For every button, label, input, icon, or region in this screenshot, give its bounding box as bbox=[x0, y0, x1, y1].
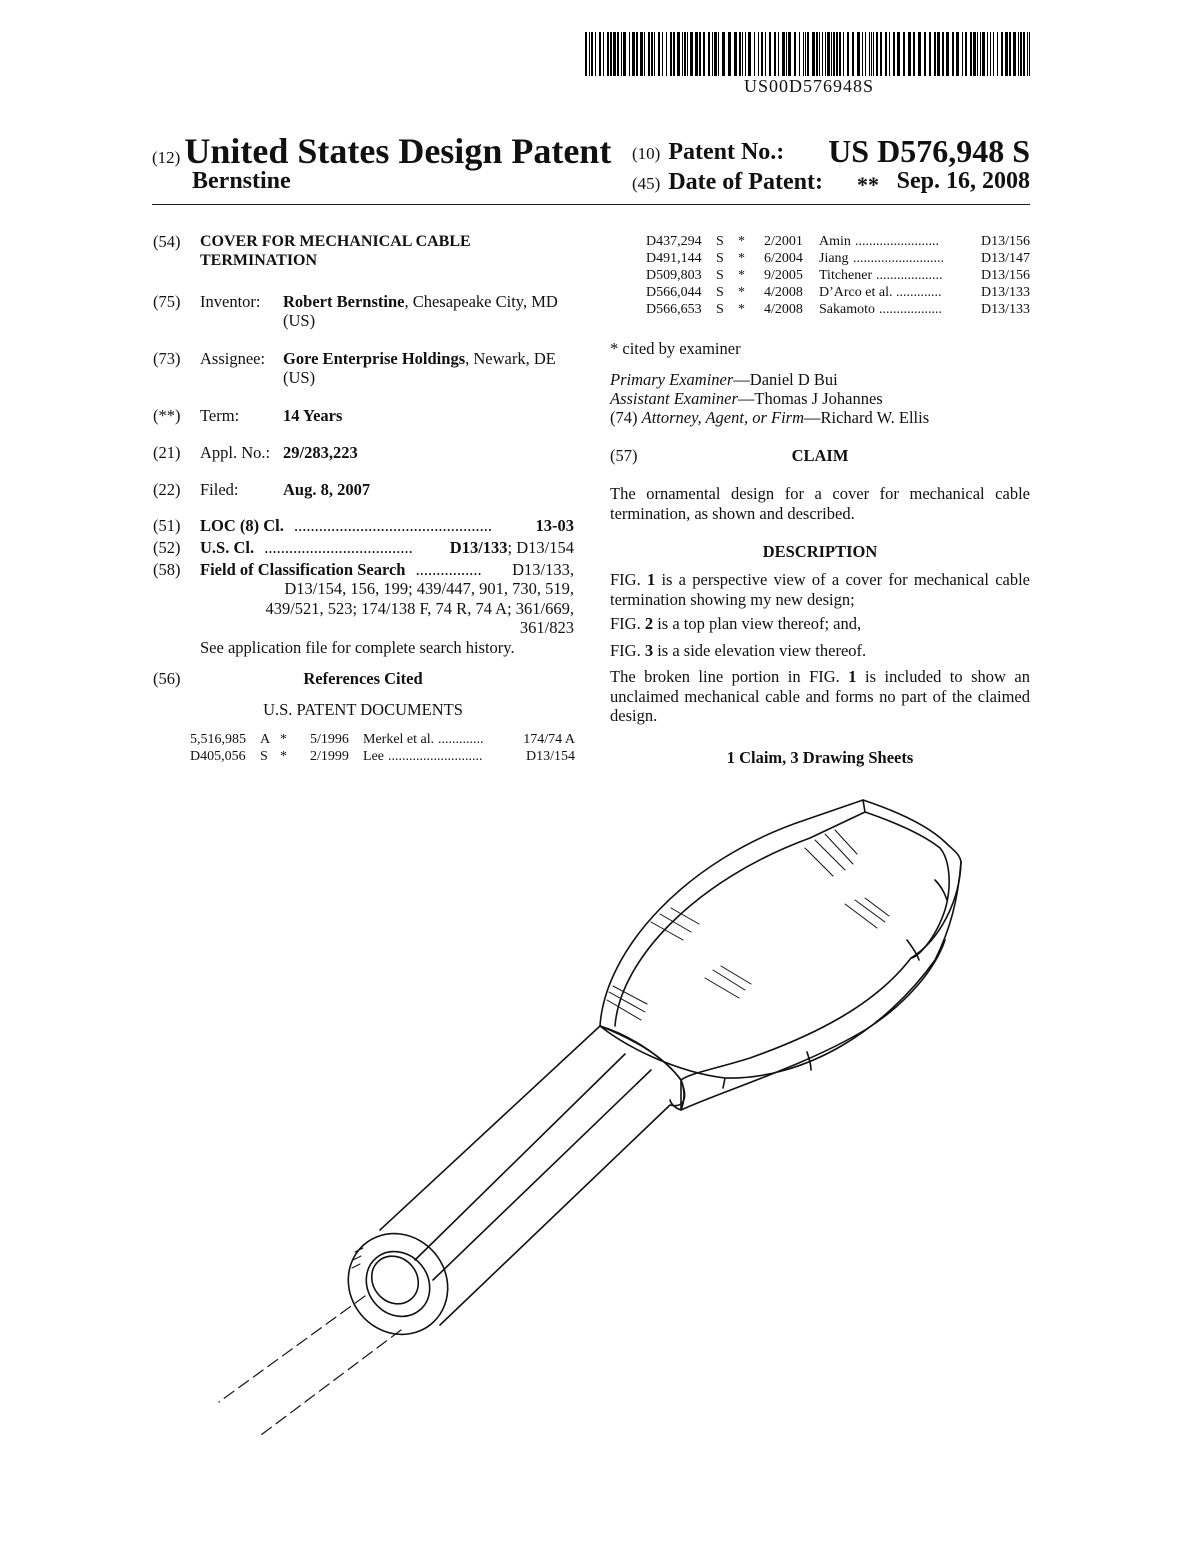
barcode-bar bbox=[885, 32, 887, 76]
barcode-bar bbox=[973, 32, 976, 76]
code-73: (73) bbox=[153, 349, 181, 368]
ref-dots: ............. bbox=[438, 732, 484, 747]
barcode-bar bbox=[591, 32, 593, 76]
barcode-bar bbox=[786, 32, 787, 76]
barcode-bar bbox=[745, 32, 746, 76]
ref-name: Lee bbox=[363, 749, 384, 764]
code-54: (54) bbox=[153, 232, 181, 251]
barcode-bar bbox=[666, 32, 667, 76]
barcode-bar bbox=[880, 32, 882, 76]
barcode-bar bbox=[908, 32, 911, 76]
attorney-name: —Richard W. Ellis bbox=[804, 408, 930, 427]
attorney-line bbox=[610, 408, 929, 427]
barcode-bar bbox=[599, 32, 601, 76]
search-dots: ................ bbox=[415, 560, 482, 579]
barcode-bar bbox=[712, 32, 713, 76]
barcode-bar bbox=[847, 32, 849, 76]
barcode-bar bbox=[761, 32, 763, 76]
code-10: (10) bbox=[632, 144, 661, 163]
primary-examiner-name: —Daniel D Bui bbox=[733, 370, 838, 389]
fig1-text: is a perspective view of a cover for mechanical cable termination showing my new design; bbox=[610, 570, 1030, 609]
cited-note: * cited by examiner bbox=[610, 339, 741, 358]
uscl-value-rest: ; D13/154 bbox=[507, 538, 574, 557]
ref-number: 5,516,985 bbox=[190, 732, 246, 747]
broken-line-fig-number: 1 bbox=[848, 667, 857, 686]
barcode-bar bbox=[687, 32, 688, 76]
ref-star: * bbox=[738, 234, 745, 249]
ref-number: D566,044 bbox=[646, 285, 702, 300]
broken-line-text: is included to show an unclaimed mechanical cable and forms no part of the claimed design. bbox=[610, 667, 1030, 725]
ref-date: 4/2008 bbox=[764, 302, 803, 317]
ref-number: D491,144 bbox=[646, 251, 702, 266]
barcode-bar bbox=[629, 32, 630, 76]
fig1-number: 1 bbox=[646, 570, 656, 589]
barcode-bar bbox=[607, 32, 609, 76]
ref-star: * bbox=[738, 302, 745, 317]
inventor-name: Robert Bernstine bbox=[283, 292, 405, 311]
barcode-bar bbox=[825, 32, 826, 76]
inventor-line bbox=[283, 292, 558, 311]
barcode-bar bbox=[651, 32, 653, 76]
fig3-prefix: FIG. bbox=[610, 641, 645, 660]
barcode-bar bbox=[794, 32, 796, 76]
ref-name: Amin bbox=[819, 234, 851, 249]
barcode-bar bbox=[805, 32, 806, 76]
barcode-bar bbox=[734, 32, 737, 76]
barcode-bar bbox=[962, 32, 963, 76]
barcode-bar bbox=[970, 32, 972, 76]
barcode-bar bbox=[857, 32, 860, 76]
barcode-bar bbox=[913, 32, 915, 76]
filed-label: Filed: bbox=[200, 480, 239, 499]
barcode-bar bbox=[742, 32, 743, 76]
ref-name: Jiang bbox=[819, 251, 849, 266]
barcode-bar bbox=[782, 32, 785, 76]
cover-ring-end bbox=[328, 1213, 468, 1354]
barcode-bar bbox=[952, 32, 954, 76]
ref-date: 9/2005 bbox=[764, 268, 803, 283]
attorney-label: Attorney, Agent, or Firm bbox=[641, 408, 805, 427]
barcode-bar bbox=[658, 32, 660, 76]
loc-line bbox=[200, 516, 574, 535]
ref-dots: ........................ bbox=[855, 234, 939, 249]
patent-no-line bbox=[632, 139, 784, 166]
barcode-bar bbox=[1013, 32, 1016, 76]
search-line-3: 439/521, 523; 174/138 F, 74 R, 74 A; 361/669, bbox=[265, 599, 574, 618]
cover-neck bbox=[600, 1026, 681, 1110]
search-line-1: D13/133, bbox=[512, 560, 574, 579]
assignee-label: Assignee: bbox=[200, 349, 266, 368]
ref-class: D13/133 bbox=[981, 285, 1030, 300]
reference-row bbox=[646, 267, 1030, 284]
ref-kind: S bbox=[716, 285, 724, 300]
barcode-bar bbox=[617, 32, 619, 76]
barcode-bar bbox=[889, 32, 890, 76]
loc-dots: ................................................ bbox=[294, 516, 492, 535]
barcode-bar bbox=[654, 32, 655, 76]
barcode-bar bbox=[799, 32, 800, 76]
barcode-bar bbox=[603, 32, 604, 76]
barcode-bar bbox=[822, 32, 823, 76]
barcode-bar bbox=[673, 32, 675, 76]
barcode-bar bbox=[1020, 32, 1022, 76]
ref-dots: .......................... bbox=[853, 251, 944, 266]
barcode-bar bbox=[1029, 32, 1030, 76]
fig2-text: is a top plan view thereof; and, bbox=[653, 614, 862, 633]
barcode-bar bbox=[640, 32, 643, 76]
barcode-bar bbox=[993, 32, 994, 76]
barcode-bar bbox=[788, 32, 791, 76]
ref-dots: .................. bbox=[879, 302, 942, 317]
barcode-bar bbox=[1023, 32, 1025, 76]
ref-star: * bbox=[738, 251, 745, 266]
barcode-bar bbox=[632, 32, 635, 76]
loc-value: 13-03 bbox=[535, 516, 574, 535]
refs-heading: References Cited bbox=[303, 669, 423, 688]
ref-class: D13/147 bbox=[981, 251, 1030, 266]
barcode-bar bbox=[684, 32, 686, 76]
barcode-bar bbox=[589, 32, 590, 76]
barcode-bar bbox=[621, 32, 622, 76]
ref-kind: A bbox=[260, 732, 271, 747]
reference-row bbox=[646, 250, 1030, 267]
barcode-bar bbox=[831, 32, 832, 76]
uscl-dots: .................................... bbox=[264, 538, 413, 557]
surface-hatching bbox=[607, 830, 889, 1020]
barcode-bar bbox=[648, 32, 650, 76]
reference-row bbox=[190, 731, 575, 748]
barcode-bar bbox=[865, 32, 866, 76]
assistant-examiner-name: —Thomas J Johannes bbox=[737, 389, 883, 408]
barcode-bar bbox=[769, 32, 771, 76]
ref-number: D405,056 bbox=[190, 749, 246, 764]
barcode-bar bbox=[871, 32, 872, 76]
barcode-bar bbox=[876, 32, 878, 76]
fig3-description bbox=[610, 641, 866, 660]
ref-number: D566,653 bbox=[646, 302, 702, 317]
barcode-bar bbox=[585, 32, 587, 76]
fig3-number: 3 bbox=[644, 641, 654, 660]
assignee-country: (US) bbox=[283, 368, 316, 387]
date-line bbox=[632, 169, 823, 196]
barcode-bar bbox=[595, 32, 596, 76]
patent-number: US D576,948 S bbox=[828, 133, 1030, 169]
ref-dots: ........................... bbox=[388, 749, 483, 764]
barcode-bar bbox=[965, 32, 967, 76]
code-58: (58) bbox=[153, 560, 181, 579]
barcode-bar bbox=[803, 32, 804, 76]
patent-no-label: Patent No.: bbox=[668, 139, 785, 165]
uscl-line bbox=[200, 538, 440, 557]
header-rule bbox=[152, 204, 1030, 205]
uscl-value bbox=[450, 538, 574, 557]
inventor-location: , Chesapeake City, MD bbox=[404, 292, 558, 311]
barcode-bar bbox=[897, 32, 900, 76]
search-note: See application file for complete search history. bbox=[200, 638, 515, 657]
inventor-country: (US) bbox=[283, 311, 316, 330]
code-51: (51) bbox=[153, 516, 181, 535]
barcode-bar bbox=[1018, 32, 1019, 76]
barcode-bar bbox=[699, 32, 701, 76]
barcode-bar bbox=[765, 32, 766, 76]
ref-date: 2/1999 bbox=[310, 749, 349, 764]
barcode-bar bbox=[903, 32, 905, 76]
ref-class: D13/156 bbox=[981, 234, 1030, 249]
barcode-bar bbox=[942, 32, 944, 76]
barcode-bar bbox=[695, 32, 698, 76]
cover-shaft bbox=[380, 1026, 685, 1325]
barcode-bar bbox=[862, 32, 863, 76]
ref-class: D13/133 bbox=[981, 302, 1030, 317]
barcode-bar bbox=[839, 32, 841, 76]
filed-value: Aug. 8, 2007 bbox=[283, 480, 371, 499]
fig3-text: is a side elevation view thereof. bbox=[653, 641, 867, 660]
barcode-bar bbox=[758, 32, 759, 76]
ref-star: * bbox=[738, 285, 745, 300]
code-21: (21) bbox=[153, 443, 181, 462]
ref-kind: S bbox=[260, 749, 268, 764]
doc-type-line bbox=[152, 130, 611, 172]
ref-star: * bbox=[280, 749, 287, 764]
barcode-bar bbox=[714, 32, 717, 76]
barcode-bar bbox=[1027, 32, 1028, 76]
assignee-line bbox=[283, 349, 556, 368]
ref-kind: S bbox=[716, 251, 724, 266]
assignee-location: , Newark, DE bbox=[465, 349, 556, 368]
barcode-bar bbox=[670, 32, 672, 76]
fig1-prefix: FIG. bbox=[610, 570, 647, 589]
barcode-bar bbox=[893, 32, 895, 76]
fig1-description bbox=[610, 570, 1030, 609]
barcode-bar bbox=[924, 32, 926, 76]
description-heading: DESCRIPTION bbox=[762, 542, 878, 561]
ref-kind: S bbox=[716, 302, 724, 317]
assistant-examiner-label: Assistant Examiner bbox=[610, 389, 738, 408]
uscl-label: U.S. Cl. bbox=[200, 538, 255, 557]
barcode-bar bbox=[812, 32, 815, 76]
barcode-bar bbox=[827, 32, 830, 76]
code-22: (22) bbox=[153, 480, 181, 499]
code-57: (57) bbox=[610, 446, 638, 465]
barcode-bar bbox=[982, 32, 985, 76]
barcode-bar bbox=[987, 32, 988, 76]
barcode-bar bbox=[937, 32, 940, 76]
barcode-bar bbox=[662, 32, 663, 76]
fig1-perspective-drawing bbox=[205, 790, 985, 1450]
barcode-bar bbox=[739, 32, 741, 76]
barcode-bar bbox=[1005, 32, 1008, 76]
barcode-bar bbox=[852, 32, 854, 76]
barcode-bar bbox=[873, 32, 874, 76]
barcode-bar bbox=[934, 32, 936, 76]
appl-label: Appl. No.: bbox=[200, 443, 271, 462]
title-line-1: COVER FOR MECHANICAL CABLE bbox=[200, 233, 471, 250]
barcode-bar bbox=[703, 32, 705, 76]
code-52: (52) bbox=[153, 538, 181, 557]
ref-class: D13/154 bbox=[526, 749, 575, 764]
primary-examiner-label: Primary Examiner bbox=[610, 370, 734, 389]
assignee-name: Gore Enterprise Holdings bbox=[283, 349, 466, 368]
barcode-bar bbox=[690, 32, 693, 76]
ref-name: Sakamoto bbox=[819, 302, 875, 317]
ref-star: * bbox=[280, 732, 287, 747]
broken-line-prefix: The broken line portion in FIG. bbox=[610, 667, 849, 686]
barcode-bar bbox=[946, 32, 949, 76]
search-line-4: 361/823 bbox=[519, 618, 574, 637]
ref-class: D13/156 bbox=[981, 268, 1030, 283]
us-docs-heading: U.S. PATENT DOCUMENTS bbox=[263, 700, 463, 719]
ref-dots: ................... bbox=[876, 268, 943, 283]
ref-name: Titchener bbox=[819, 268, 873, 283]
barcode-bar bbox=[843, 32, 844, 76]
term-label: Term: bbox=[200, 406, 240, 425]
title-line-2: TERMINATION bbox=[200, 252, 318, 269]
broken-line-note bbox=[610, 667, 1030, 726]
barcode-bar bbox=[754, 32, 755, 76]
barcode-bar bbox=[778, 32, 779, 76]
unclaimed-cable-broken-lines bbox=[219, 1296, 401, 1438]
barcode-bar bbox=[636, 32, 638, 76]
search-line bbox=[200, 560, 500, 579]
fig2-number: 2 bbox=[644, 614, 654, 633]
barcode-bar bbox=[748, 32, 751, 76]
ref-star: * bbox=[738, 268, 745, 283]
claims-sheets: 1 Claim, 3 Drawing Sheets bbox=[726, 748, 914, 767]
patent-date: Sep. 16, 2008 bbox=[896, 168, 1030, 194]
barcode-bar bbox=[980, 32, 981, 76]
barcode-bar bbox=[610, 32, 612, 76]
ref-date: 5/1996 bbox=[310, 732, 349, 747]
barcode-bar bbox=[819, 32, 820, 76]
barcode-bar bbox=[623, 32, 626, 76]
barcode-bar bbox=[997, 32, 998, 76]
barcode-bar bbox=[816, 32, 818, 76]
inventor-surname: Bernstine bbox=[192, 168, 291, 194]
right-references bbox=[646, 233, 1030, 318]
code-45: (45) bbox=[632, 174, 661, 193]
barcode-bar bbox=[956, 32, 959, 76]
search-label: Field of Classification Search bbox=[200, 560, 406, 579]
ref-kind: S bbox=[716, 268, 724, 283]
date-marker: ** bbox=[857, 172, 879, 197]
barcode-bar bbox=[977, 32, 978, 76]
barcode-bar bbox=[990, 32, 991, 76]
code-term: (**) bbox=[153, 406, 181, 425]
ref-date: 4/2008 bbox=[764, 285, 803, 300]
ref-number: D509,803 bbox=[646, 268, 702, 283]
code-12: (12) bbox=[152, 148, 181, 167]
reference-row bbox=[646, 233, 1030, 250]
barcode-bar bbox=[718, 32, 719, 76]
claim-heading: CLAIM bbox=[791, 446, 849, 465]
barcode-bar bbox=[722, 32, 725, 76]
barcode-bar bbox=[677, 32, 680, 76]
doc-type: United States Design Patent bbox=[184, 131, 612, 171]
term-value: 14 Years bbox=[283, 406, 343, 425]
barcode-bar bbox=[918, 32, 921, 76]
patent-barcode bbox=[585, 32, 1033, 76]
ref-kind: S bbox=[716, 234, 724, 249]
primary-examiner-line bbox=[610, 370, 838, 389]
cover-head bbox=[600, 800, 961, 1110]
loc-label: LOC (8) Cl. bbox=[200, 516, 284, 535]
uscl-value-main: D13/133 bbox=[449, 538, 508, 557]
code-56: (56) bbox=[153, 669, 181, 688]
barcode-bar bbox=[613, 32, 616, 76]
barcode-bar bbox=[728, 32, 731, 76]
barcode-bar bbox=[682, 32, 683, 76]
barcode-bar bbox=[1001, 32, 1003, 76]
barcode-bar bbox=[833, 32, 835, 76]
barcode-number: US00D576948S bbox=[743, 76, 875, 96]
fig2-description bbox=[610, 614, 861, 633]
ref-date: 6/2004 bbox=[764, 251, 803, 266]
reference-row bbox=[190, 748, 575, 765]
inventor-label: Inventor: bbox=[200, 292, 261, 311]
claim-text: The ornamental design for a cover for mechanical cable termination, as shown and described. bbox=[610, 484, 1030, 523]
fig2-prefix: FIG. bbox=[610, 614, 645, 633]
barcode-bar bbox=[708, 32, 710, 76]
ref-class: 174/74 A bbox=[523, 732, 575, 747]
ref-date: 2/2001 bbox=[764, 234, 803, 249]
reference-row bbox=[646, 301, 1030, 318]
barcode-bar bbox=[644, 32, 645, 76]
barcode-bar bbox=[836, 32, 838, 76]
barcode-bar bbox=[869, 32, 870, 76]
code-75: (75) bbox=[153, 292, 181, 311]
left-references bbox=[190, 731, 575, 765]
date-label: Date of Patent: bbox=[668, 169, 823, 195]
assistant-examiner-line bbox=[610, 389, 883, 408]
barcode-bar bbox=[807, 32, 809, 76]
ref-number: D437,294 bbox=[646, 234, 702, 249]
search-line-2: D13/154, 156, 199; 439/447, 901, 730, 519, bbox=[284, 579, 574, 598]
barcode-bar bbox=[929, 32, 931, 76]
code-74: (74) bbox=[610, 408, 638, 427]
ref-name: Merkel et al. bbox=[363, 732, 435, 747]
ref-dots: ............. bbox=[896, 285, 942, 300]
barcode-bar bbox=[774, 32, 776, 76]
reference-row bbox=[646, 284, 1030, 301]
appl-value: 29/283,223 bbox=[283, 443, 358, 462]
ref-name: D’Arco et al. bbox=[819, 285, 893, 300]
barcode-bar bbox=[1009, 32, 1011, 76]
